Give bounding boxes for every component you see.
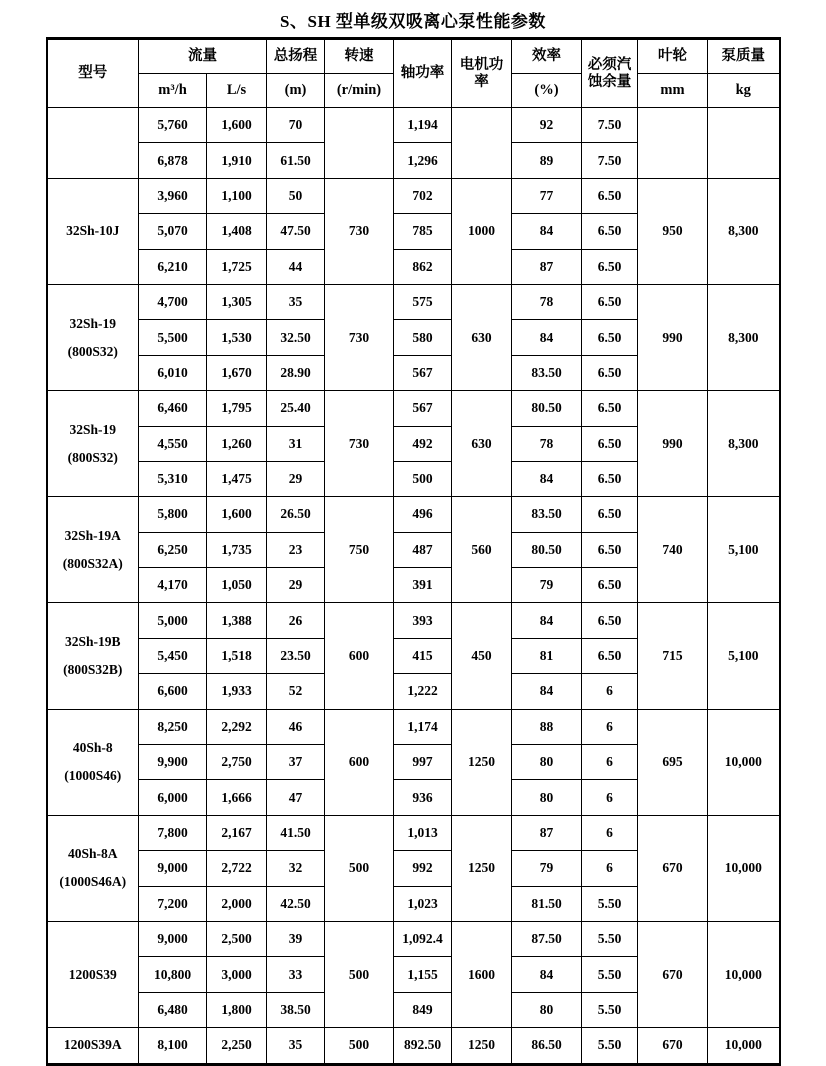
npsh-cell: 6.50 — [582, 426, 638, 461]
shaft-power-cell: 1,194 — [394, 108, 452, 143]
page-title: S、SH 型单级双吸离心泵性能参数 — [280, 12, 546, 31]
header-shaft-power: 轴功率 — [394, 39, 452, 108]
flow-m3h-cell: 5,760 — [139, 108, 207, 143]
shaft-power-cell: 1,296 — [394, 143, 452, 178]
head-cell: 61.50 — [267, 143, 325, 178]
table-row — [47, 497, 780, 532]
flow-m3h-cell: 6,000 — [139, 780, 207, 815]
head-cell: 35 — [267, 284, 325, 319]
npsh-cell: 5.50 — [582, 992, 638, 1027]
model-cell: 32Sh-19B (800S32B) — [47, 603, 139, 709]
impeller-cell: 715 — [638, 603, 708, 709]
flow-m3h-cell: 9,000 — [139, 921, 207, 956]
npsh-cell: 5.50 — [582, 1028, 638, 1064]
impeller-cell: 740 — [638, 497, 708, 603]
head-cell: 39 — [267, 921, 325, 956]
model-cell: 32Sh-19A (800S32A) — [47, 497, 139, 603]
motor-power-cell: 630 — [452, 391, 512, 497]
speed-cell: 500 — [325, 1028, 394, 1064]
motor-power-cell — [452, 108, 512, 179]
model-group — [47, 921, 780, 1027]
mass-cell: 8,300 — [708, 391, 780, 497]
npsh-cell: 6 — [582, 780, 638, 815]
table-row — [47, 709, 780, 744]
mass-cell: 8,300 — [708, 178, 780, 284]
npsh-cell: 6.50 — [582, 284, 638, 319]
flow-ls-cell: 2,292 — [207, 709, 267, 744]
header-head-unit: (m) — [267, 74, 325, 108]
impeller-cell: 695 — [638, 709, 708, 815]
flow-ls-cell: 1,666 — [207, 780, 267, 815]
npsh-cell: 5.50 — [582, 886, 638, 921]
motor-power-cell: 1250 — [452, 709, 512, 815]
flow-ls-cell: 2,500 — [207, 921, 267, 956]
flow-m3h-cell: 7,800 — [139, 815, 207, 850]
mass-cell: 8,300 — [708, 284, 780, 390]
shaft-power-cell: 1,222 — [394, 674, 452, 709]
model-group — [47, 709, 780, 815]
model-cell: 1200S39A — [47, 1028, 139, 1064]
mass-cell: 5,100 — [708, 497, 780, 603]
flow-ls-cell: 2,750 — [207, 745, 267, 780]
flow-m3h-cell: 5,310 — [139, 461, 207, 496]
model-cell: 32Sh-19 (800S32) — [47, 284, 139, 390]
flow-m3h-cell: 5,800 — [139, 497, 207, 532]
flow-ls-cell: 2,000 — [207, 886, 267, 921]
flow-ls-cell: 1,795 — [207, 391, 267, 426]
shaft-power-cell: 1,155 — [394, 957, 452, 992]
efficiency-cell: 83.50 — [512, 355, 582, 390]
flow-ls-cell: 1,260 — [207, 426, 267, 461]
npsh-cell: 6.50 — [582, 214, 638, 249]
flow-ls-cell: 1,910 — [207, 143, 267, 178]
shaft-power-cell: 492 — [394, 426, 452, 461]
model-cell: 40Sh-8A (1000S46A) — [47, 815, 139, 921]
speed-cell: 500 — [325, 815, 394, 921]
flow-m3h-cell: 6,480 — [139, 992, 207, 1027]
impeller-cell: 670 — [638, 815, 708, 921]
flow-ls-cell: 2,722 — [207, 851, 267, 886]
flow-m3h-cell: 4,550 — [139, 426, 207, 461]
shaft-power-cell: 393 — [394, 603, 452, 638]
efficiency-cell: 78 — [512, 426, 582, 461]
motor-power-cell: 1600 — [452, 921, 512, 1027]
efficiency-cell: 80.50 — [512, 391, 582, 426]
model-group — [47, 603, 780, 709]
mass-cell: 10,000 — [708, 815, 780, 921]
npsh-cell: 7.50 — [582, 108, 638, 143]
flow-m3h-cell: 9,000 — [139, 851, 207, 886]
impeller-cell: 950 — [638, 178, 708, 284]
flow-m3h-cell: 6,250 — [139, 532, 207, 567]
flow-ls-cell: 1,100 — [207, 178, 267, 213]
flow-ls-cell: 1,933 — [207, 674, 267, 709]
head-cell: 33 — [267, 957, 325, 992]
flow-ls-cell: 1,800 — [207, 992, 267, 1027]
table-row — [47, 815, 780, 850]
shaft-power-cell: 496 — [394, 497, 452, 532]
npsh-cell: 6.50 — [582, 178, 638, 213]
motor-power-cell: 560 — [452, 497, 512, 603]
npsh-cell: 6.50 — [582, 638, 638, 673]
npsh-cell: 5.50 — [582, 957, 638, 992]
speed-cell: 500 — [325, 921, 394, 1027]
head-cell: 29 — [267, 568, 325, 603]
mass-cell: 10,000 — [708, 921, 780, 1027]
efficiency-cell: 81.50 — [512, 886, 582, 921]
model-cell: 32Sh-10J — [47, 178, 139, 284]
shaft-power-cell: 936 — [394, 780, 452, 815]
head-cell: 31 — [267, 426, 325, 461]
efficiency-cell: 80 — [512, 745, 582, 780]
motor-power-cell: 450 — [452, 603, 512, 709]
efficiency-cell: 87 — [512, 815, 582, 850]
efficiency-cell: 84 — [512, 674, 582, 709]
shaft-power-cell: 487 — [394, 532, 452, 567]
head-cell: 44 — [267, 249, 325, 284]
flow-m3h-cell: 6,010 — [139, 355, 207, 390]
efficiency-cell: 86.50 — [512, 1028, 582, 1064]
table-row — [47, 108, 780, 143]
header-speed: 转速 — [325, 39, 394, 74]
model-group — [47, 497, 780, 603]
flow-ls-cell: 1,305 — [207, 284, 267, 319]
head-cell: 28.90 — [267, 355, 325, 390]
shaft-power-cell: 992 — [394, 851, 452, 886]
efficiency-cell: 89 — [512, 143, 582, 178]
model-group — [47, 108, 780, 179]
flow-m3h-cell: 5,450 — [139, 638, 207, 673]
head-cell: 70 — [267, 108, 325, 143]
flow-ls-cell: 3,000 — [207, 957, 267, 992]
head-cell: 37 — [267, 745, 325, 780]
table-row — [47, 391, 780, 426]
npsh-cell: 6.50 — [582, 603, 638, 638]
head-cell: 38.50 — [267, 992, 325, 1027]
header-impeller-unit: mm — [638, 74, 708, 108]
flow-ls-cell: 2,167 — [207, 815, 267, 850]
header-model: 型号 — [47, 39, 139, 108]
speed-cell — [325, 108, 394, 179]
npsh-cell: 6.50 — [582, 320, 638, 355]
impeller-cell: 670 — [638, 921, 708, 1027]
shaft-power-cell: 849 — [394, 992, 452, 1027]
flow-m3h-cell: 7,200 — [139, 886, 207, 921]
model-cell — [47, 108, 139, 179]
table-row — [47, 178, 780, 213]
shaft-power-cell: 500 — [394, 461, 452, 496]
efficiency-cell: 80 — [512, 780, 582, 815]
model-group — [47, 391, 780, 497]
speed-cell: 730 — [325, 284, 394, 390]
shaft-power-cell: 785 — [394, 214, 452, 249]
flow-ls-cell: 1,050 — [207, 568, 267, 603]
npsh-cell: 6 — [582, 709, 638, 744]
npsh-cell: 6.50 — [582, 497, 638, 532]
flow-ls-cell: 2,250 — [207, 1028, 267, 1064]
flow-m3h-cell: 10,800 — [139, 957, 207, 992]
flow-ls-cell: 1,600 — [207, 108, 267, 143]
shaft-power-cell: 567 — [394, 391, 452, 426]
flow-ls-cell: 1,388 — [207, 603, 267, 638]
npsh-cell: 6 — [582, 745, 638, 780]
model-cell: 32Sh-19 (800S32) — [47, 391, 139, 497]
head-cell: 46 — [267, 709, 325, 744]
model-cell: 1200S39 — [47, 921, 139, 1027]
shaft-power-cell: 567 — [394, 355, 452, 390]
flow-m3h-cell: 5,500 — [139, 320, 207, 355]
shaft-power-cell: 892.50 — [394, 1028, 452, 1064]
mass-cell — [708, 108, 780, 179]
efficiency-cell: 88 — [512, 709, 582, 744]
shaft-power-cell: 702 — [394, 178, 452, 213]
table-row — [47, 921, 780, 956]
shaft-power-cell: 862 — [394, 249, 452, 284]
table-row — [47, 284, 780, 319]
efficiency-cell: 84 — [512, 320, 582, 355]
motor-power-cell: 1250 — [452, 1028, 512, 1064]
shaft-power-cell: 1,013 — [394, 815, 452, 850]
shaft-power-cell: 1,023 — [394, 886, 452, 921]
mass-cell: 10,000 — [708, 1028, 780, 1064]
npsh-cell: 7.50 — [582, 143, 638, 178]
header-efficiency: 效率 — [512, 39, 582, 74]
flow-ls-cell: 1,475 — [207, 461, 267, 496]
npsh-cell: 6.50 — [582, 391, 638, 426]
shaft-power-cell: 1,174 — [394, 709, 452, 744]
head-cell: 47.50 — [267, 214, 325, 249]
head-cell: 23.50 — [267, 638, 325, 673]
head-cell: 41.50 — [267, 815, 325, 850]
speed-cell: 600 — [325, 603, 394, 709]
efficiency-cell: 78 — [512, 284, 582, 319]
efficiency-cell: 84 — [512, 461, 582, 496]
model-group — [47, 284, 780, 390]
efficiency-cell: 84 — [512, 957, 582, 992]
efficiency-cell: 84 — [512, 214, 582, 249]
flow-m3h-cell: 5,070 — [139, 214, 207, 249]
npsh-cell: 6.50 — [582, 355, 638, 390]
head-cell: 25.40 — [267, 391, 325, 426]
npsh-cell: 6.50 — [582, 249, 638, 284]
head-cell: 50 — [267, 178, 325, 213]
header-npsh: 必须汽蚀余量 — [582, 39, 638, 108]
header-speed-unit: (r/min) — [325, 74, 394, 108]
flow-ls-cell: 1,725 — [207, 249, 267, 284]
flow-m3h-cell: 3,960 — [139, 178, 207, 213]
header-head: 总扬程 — [267, 39, 325, 74]
flow-ls-cell: 1,600 — [207, 497, 267, 532]
flow-m3h-cell: 8,100 — [139, 1028, 207, 1064]
npsh-cell: 5.50 — [582, 921, 638, 956]
flow-m3h-cell: 6,460 — [139, 391, 207, 426]
efficiency-cell: 80.50 — [512, 532, 582, 567]
npsh-cell: 6.50 — [582, 461, 638, 496]
table-row — [47, 603, 780, 638]
speed-cell: 730 — [325, 391, 394, 497]
impeller-cell: 990 — [638, 284, 708, 390]
efficiency-cell: 83.50 — [512, 497, 582, 532]
npsh-cell: 6.50 — [582, 532, 638, 567]
efficiency-cell: 79 — [512, 851, 582, 886]
flow-ls-cell: 1,735 — [207, 532, 267, 567]
efficiency-cell: 87.50 — [512, 921, 582, 956]
npsh-cell: 6 — [582, 815, 638, 850]
flow-m3h-cell: 5,000 — [139, 603, 207, 638]
head-cell: 29 — [267, 461, 325, 496]
shaft-power-cell: 997 — [394, 745, 452, 780]
mass-cell: 5,100 — [708, 603, 780, 709]
head-cell: 52 — [267, 674, 325, 709]
flow-m3h-cell: 6,878 — [139, 143, 207, 178]
head-cell: 23 — [267, 532, 325, 567]
head-cell: 32.50 — [267, 320, 325, 355]
speed-cell: 730 — [325, 178, 394, 284]
efficiency-cell: 81 — [512, 638, 582, 673]
shaft-power-cell: 415 — [394, 638, 452, 673]
npsh-cell: 6 — [582, 674, 638, 709]
speed-cell: 600 — [325, 709, 394, 815]
flow-m3h-cell: 9,900 — [139, 745, 207, 780]
shaft-power-cell: 391 — [394, 568, 452, 603]
head-cell: 47 — [267, 780, 325, 815]
table-header — [47, 39, 780, 108]
efficiency-cell: 92 — [512, 108, 582, 143]
impeller-cell — [638, 108, 708, 179]
efficiency-cell: 87 — [512, 249, 582, 284]
impeller-cell: 990 — [638, 391, 708, 497]
impeller-cell: 670 — [638, 1028, 708, 1064]
flow-ls-cell: 1,518 — [207, 638, 267, 673]
flow-m3h-cell: 8,250 — [139, 709, 207, 744]
shaft-power-cell: 580 — [394, 320, 452, 355]
motor-power-cell: 1250 — [452, 815, 512, 921]
header-efficiency-unit: (%) — [512, 74, 582, 108]
efficiency-cell: 79 — [512, 568, 582, 603]
efficiency-cell: 84 — [512, 603, 582, 638]
header-mass-unit: kg — [708, 74, 780, 108]
header-impeller: 叶轮 — [638, 39, 708, 74]
head-cell: 32 — [267, 851, 325, 886]
head-cell: 35 — [267, 1028, 325, 1064]
header-flow-m3h: m³/h — [139, 74, 207, 108]
flow-m3h-cell: 6,600 — [139, 674, 207, 709]
efficiency-cell: 80 — [512, 992, 582, 1027]
motor-power-cell: 1000 — [452, 178, 512, 284]
pump-performance-table — [46, 37, 781, 1066]
shaft-power-cell: 575 — [394, 284, 452, 319]
header-flow: 流量 — [139, 39, 267, 74]
flow-ls-cell: 1,530 — [207, 320, 267, 355]
flow-m3h-cell: 4,700 — [139, 284, 207, 319]
flow-m3h-cell: 6,210 — [139, 249, 207, 284]
efficiency-cell: 77 — [512, 178, 582, 213]
header-flow-ls: L/s — [207, 74, 267, 108]
flow-ls-cell: 1,408 — [207, 214, 267, 249]
model-cell: 40Sh-8 (1000S46) — [47, 709, 139, 815]
speed-cell: 750 — [325, 497, 394, 603]
head-cell: 42.50 — [267, 886, 325, 921]
npsh-cell: 6.50 — [582, 568, 638, 603]
model-group — [47, 178, 780, 284]
header-motor-power: 电机功率 — [452, 39, 512, 108]
head-cell: 26.50 — [267, 497, 325, 532]
shaft-power-cell: 1,092.4 — [394, 921, 452, 956]
flow-ls-cell: 1,670 — [207, 355, 267, 390]
flow-m3h-cell: 4,170 — [139, 568, 207, 603]
model-group — [47, 815, 780, 921]
head-cell: 26 — [267, 603, 325, 638]
header-mass: 泵质量 — [708, 39, 780, 74]
mass-cell: 10,000 — [708, 709, 780, 815]
motor-power-cell: 630 — [452, 284, 512, 390]
npsh-cell: 6 — [582, 851, 638, 886]
